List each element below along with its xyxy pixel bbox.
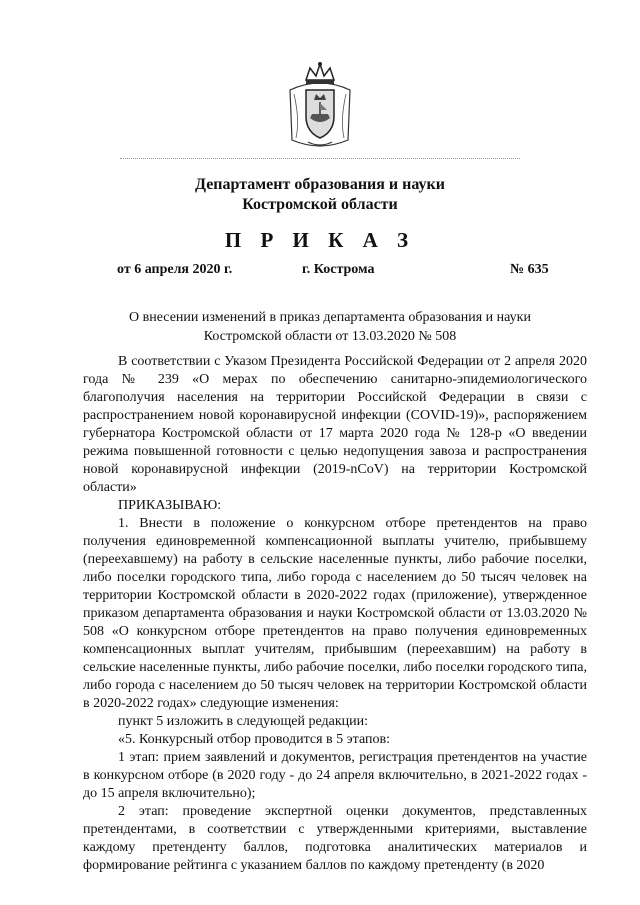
department-name-line1: Департамент образования и науки — [195, 176, 445, 193]
preamble-paragraph: В соответствии с Указом Президента Российской Федерации от 2 апреля 2020 года № 239 «О мерах по обеспечению санитарно-эпидемиологического благополучия населения на территории Российской Федерации в связи с распространением новой коронавирусной инфекции (COVID-19)», распоряжением губернатора Костромской области от 17 марта 2020 года № 128-р «О введении режима повышенной готовности с целью недопущения завоза и распространения новой коронавирусной инфекции (2019-nCoV) на территории Костромской области» — [83, 354, 587, 495]
order-number: № 635 — [510, 262, 549, 277]
clause5-paragraph: «5. Конкурсный отбор проводится в 5 этапов: — [118, 732, 390, 747]
item1-paragraph: 1. Внести в положение о конкурсном отборе претендентов на право получения единовременной компенсационной выплаты учителю, прибывшему (переехавшему) на работу в сельские населенные пункты, либо рабочие поселки, либо поселки городского типа, либо города с населением до 50 тысяч человек на территории Костромской области в 2020-2022 годах (приложение), утвержденное приказом департамента образования и науки Костромской области от 13.03.2020 № 508 «О конкурсном отборе претендентов на право получения единовременных компенсационных выплат учителям, прибывшим (переехавшим) на работу в сельские населенные пункты, либо рабочие поселки, либо поселки городского типа, либо города с населением до 50 тысяч человек на территории Костромской области в 2020-2022 годах» следующие изменения: — [83, 516, 587, 711]
order-body — [83, 353, 587, 875]
stage2-paragraph: 2 этап: проведение экспертной оценки документов, представленных претендентами, в соответствии с утвержденными критериями, выставление каждому претенденту баллов, подготовка аналитических материалов и формирование рейтинга с указанием баллов по каждому претенденту (в 2020 — [83, 804, 587, 873]
order-keyword: ПРИКАЗЫВАЮ: — [118, 498, 222, 513]
order-date: от 6 апреля 2020 г. — [117, 262, 233, 277]
header-divider — [120, 158, 520, 159]
stage1-paragraph: 1 этап: прием заявлений и документов, регистрация претендентов на участие в конкурсном отборе (в 2020 году - до 24 апреля включительно, в 2021-2022 годах - до 15 апреля включительно); — [83, 750, 587, 801]
order-city: г. Кострома — [302, 262, 375, 277]
subject-line1: О внесении изменений в приказ департамента образования и науки — [129, 310, 531, 325]
order-subject — [100, 308, 560, 346]
department-name-line2: Костромской области — [242, 196, 398, 213]
item1-subparagraph: пункт 5 изложить в следующей редакции: — [118, 714, 368, 729]
subject-line2: Костромской области от 13.03.2020 № 508 — [203, 329, 457, 344]
coat-of-arms-emblem — [286, 60, 354, 152]
document-title: П Р И К А З — [224, 228, 416, 252]
